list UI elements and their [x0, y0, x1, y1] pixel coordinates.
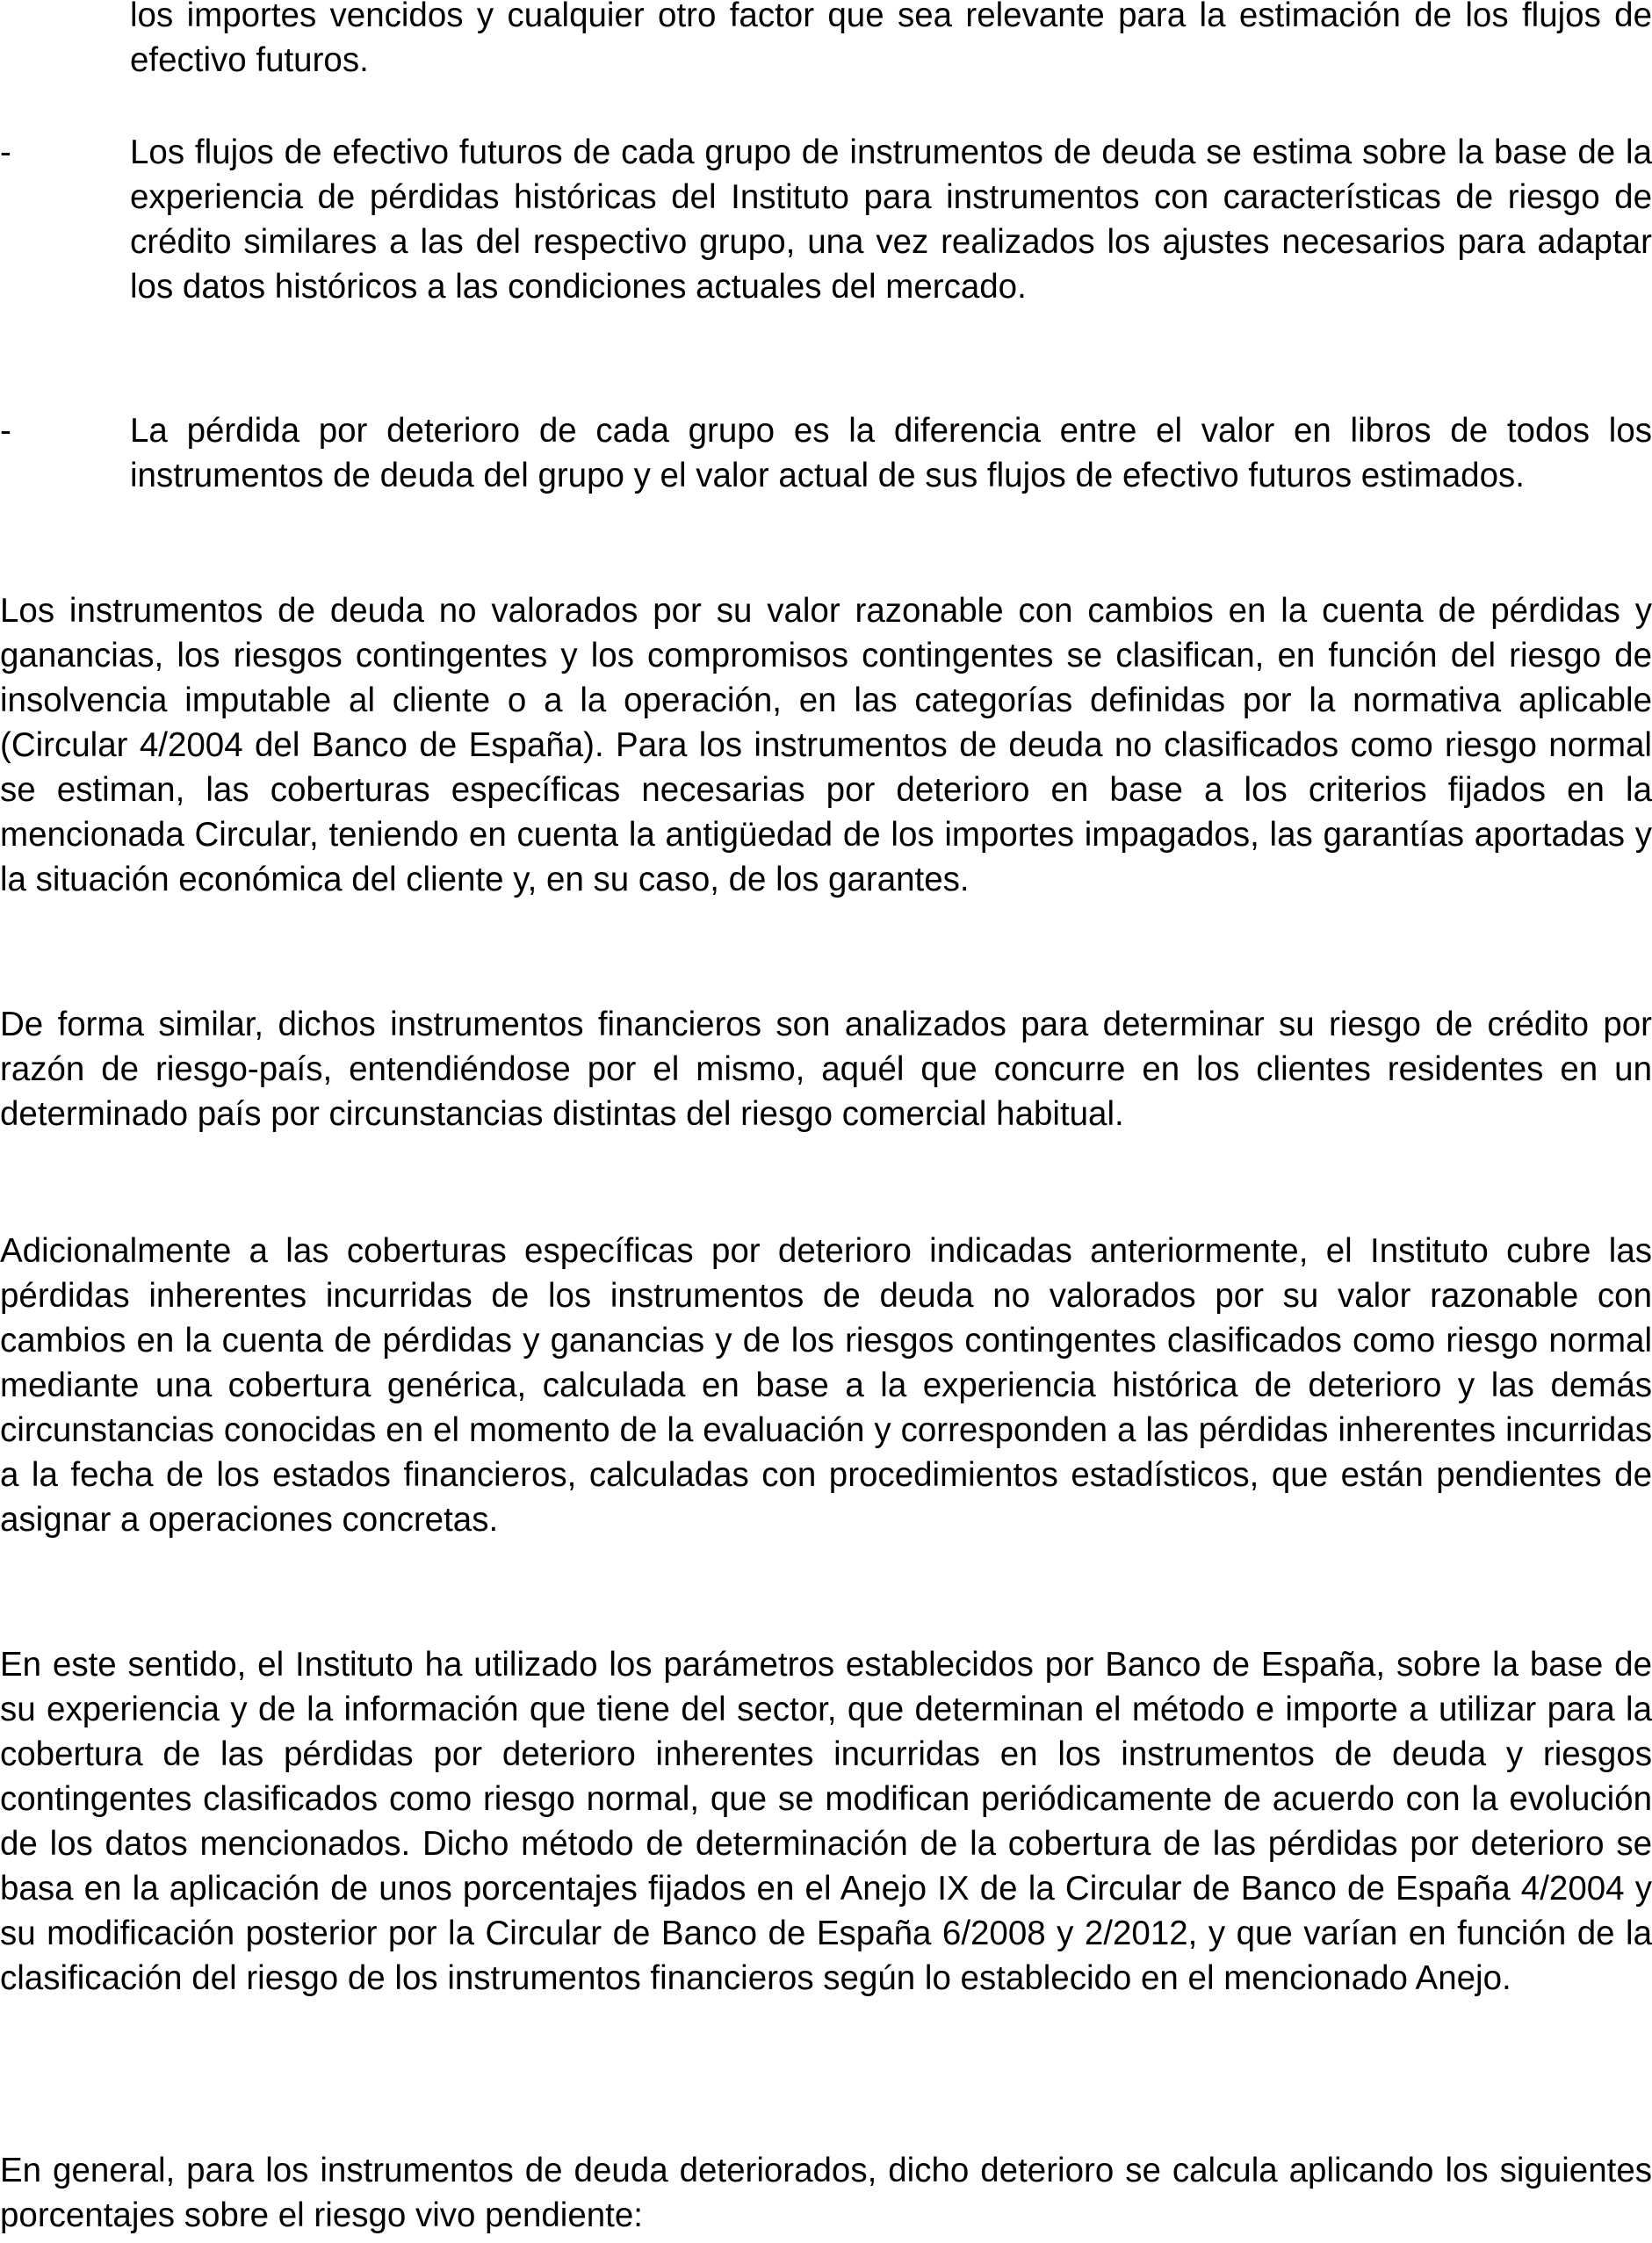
continuation-text: los importes vencidos y cualquier otro factor que sea relevante para la estimación de los flujos de efectivo futuros.: [130, 0, 1652, 79]
paragraph-generic-coverage: Adicionalmente a las coberturas específicas por deterioro indicadas anteriormente, el Instituto cubre las pérdidas inherentes incurridas de los instrumentos de deuda no valorados por su valor razonable con cambios en la cuenta de pérdidas y ganancias y de los riesgos contingentes clasificados como riesgo normal mediante una cobertura genérica, calculada en base a la experiencia histórica de deterioro y las demás circunstancias conocidas en el momento de la evaluación y corresponden a las pérdidas inherentes incurridas a la fecha de los estados financieros, calculadas con procedimientos estadísticos, que están pendientes de asignar a operaciones concretas.: [0, 1232, 1652, 1539]
paragraph-classification: Los instrumentos de deuda no valorados por su valor razonable con cambios en la cuenta de pérdidas y ganancias, los riesgos contingentes y los compromisos contingentes se clasifican, en función del riesgo de insolvencia imputable al cliente o a la operación, en las categorías definidas por la normativa aplicable (Circular 4/2004 del Banco de España). Para los instrumentos de deuda no clasificados como riesgo normal se estiman, las coberturas específicas necesarias por deterioro en base a los criterios fijados en la mencionada Circular, teniendo en cuenta la antigüedad de los importes impagados, las garantías aportadas y la situación económica del cliente y, en su caso, de los garantes.: [0, 592, 1652, 898]
bullet-text: La pérdida por deterioro de cada grupo es la diferencia entre el valor en libros de todos los instrumentos de deuda del grupo y el valor actual de sus flujos de efectivo futuros estimados.: [130, 412, 1652, 494]
bullet-dash: -: [0, 412, 11, 450]
paragraph-country-risk: De forma similar, dichos instrumentos financieros son analizados para determinar su riesgo de crédito por razón de riesgo-país, entendiéndose por el mismo, aquél que concurre en los clientes residentes en un determinado país por circunstancias distintas del riesgo comercial habitual.: [0, 1006, 1652, 1133]
paragraph-percentages-intro: En general, para los instrumentos de deuda deteriorados, dicho deterioro se calcula aplicando los siguientes porcentajes sobre el riesgo vivo pendiente:: [0, 2152, 1652, 2234]
paragraph-parameters: En este sentido, el Instituto ha utilizado los parámetros establecidos por Banco de España, sobre la base de su experiencia y de la información que tiene del sector, que determinan el método e importe a utilizar para la cobertura de las pérdidas por deterioro inherentes incurridas en los instrumentos de deuda y riesgos contingentes clasificados como riesgo normal, que se modifican periódicamente de acuerdo con la evolución de los datos mencionados. Dicho método de determinación de la cobertura de las pérdidas por deterioro se basa en la aplicación de unos porcentajes fijados en el Anejo IX de la Circular de Banco de España 4/2004 y su modificación posterior por la Circular de Banco de España 6/2008 y 2/2012, y que varían en función de la clasificación del riesgo de los instrumentos financieros según lo establecido en el mencionado Anejo.: [0, 1646, 1652, 1997]
bullet-dash: -: [0, 133, 11, 171]
bullet-text: Los flujos de efectivo futuros de cada grupo de instrumentos de deuda se estima sobre la base de la experiencia de pérdidas históricas del Instituto para instrumentos con características de riesgo de crédito similares a las del respectivo grupo, una vez realizados los ajustes necesarios para adaptar los datos históricos a las condiciones actuales del mercado.: [130, 133, 1652, 306]
